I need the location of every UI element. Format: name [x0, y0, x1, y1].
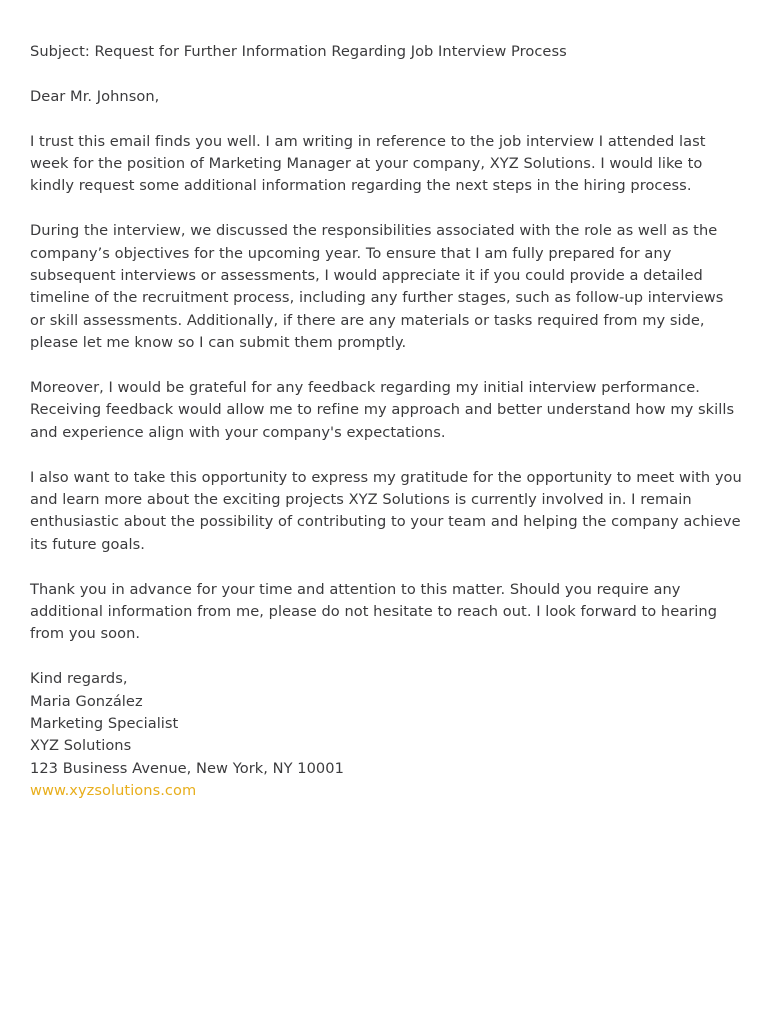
- email-paragraph: Thank you in advance for your time and attention to this matter. Should you require any additional information from me, please do not hesitate to reach out. I look forward to hearing from you soon.: [30, 580, 718, 643]
- email-paragraph: I trust this email finds you well. I am writing in reference to the job interview I attended last week for the position of Marketing Manager at your company, XYZ Solutions. I would like to kindly request some additional information regarding the next steps in the hiring process.: [30, 132, 706, 195]
- signature-closing: Kind regards,: [30, 670, 128, 688]
- email-signature: [30, 668, 742, 802]
- email-subject: Subject: Request for Further Information Regarding Job Interview Process: [30, 43, 567, 60]
- signature-name: Maria González: [30, 692, 143, 710]
- email-greeting: Dear Mr. Johnson,: [30, 87, 160, 105]
- email-paragraph: Moreover, I would be grateful for any feedback regarding my initial interview performance. Receiving feedback would allow me to refine my approach and better understand how my skills and experience align with your company's expectations.: [30, 379, 735, 441]
- signature-company: XYZ Solutions: [30, 737, 132, 755]
- email-body: [30, 41, 742, 803]
- email-paragraph: I also want to take this opportunity to express my gratitude for the opportunity to meet with you and learn more about the exciting projects XYZ Solutions is currently involved in. I remain enthusiastic about the possibility of contributing to your team and helping the company achieve its future goals.: [30, 468, 742, 553]
- signature-address: 123 Business Avenue, New York, NY 10001: [30, 759, 344, 777]
- email-paragraph: During the interview, we discussed the responsibilities associated with the role as well as the company’s objectives for the upcoming year. To ensure that I am fully prepared for any subsequent interviews or assessments, I would appreciate it if you could provide a detailed timeline of the recruitment process, including any further stages, such as follow-up interviews or skill assessments. Additionally, if there are any materials or tasks required from my side, please let me know so I can submit them promptly.: [30, 222, 724, 352]
- signature-website-link[interactable]: www.xyzsolutions.com: [30, 782, 197, 800]
- signature-title: Marketing Specialist: [30, 715, 179, 733]
